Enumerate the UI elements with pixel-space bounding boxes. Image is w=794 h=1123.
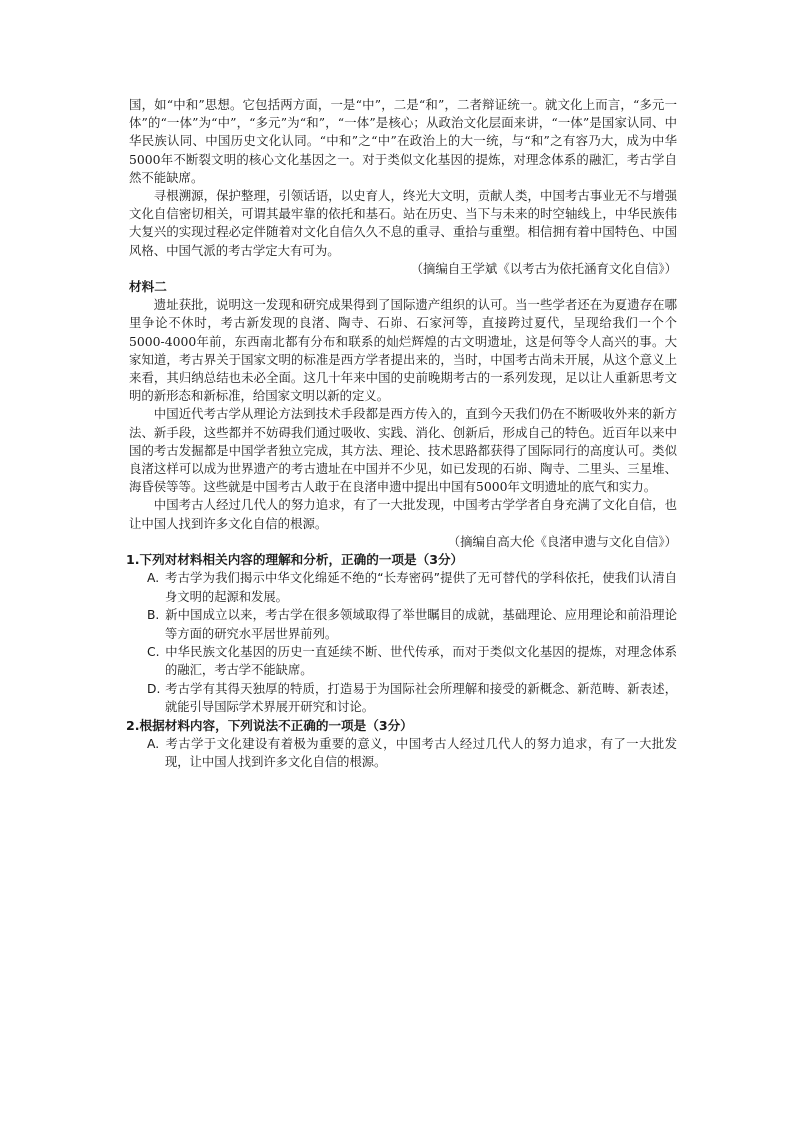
question-1-option-c	[147, 643, 677, 680]
option-text: 考古学为我们揭示中华文化绵延不绝的“长寿密码”提供了无可替代的学科依托，使我们认清自身文明的起源和发展。	[165, 571, 677, 604]
document-page	[126, 96, 677, 772]
passage1-paragraph-1: 国，如“中和”思想。它包括两方面，一是“中”，二是“和”，二者辩证统一。就文化上而言，“多元一体”的“一体”为“中”，“多元”为“和”，“一体”是核心；从政治文化层面来讲，“一体”是国家认同、中华民族认同、中国历史文化认同。“中和”之“中”在政治上的大一统，与“和”之有容乃大，成为中华5000年不断裂文明的核心文化基因之一。对于类似文化基因的提炼，对理念体系的融汇，考古学自然不能缺席。	[129, 97, 677, 185]
question-1-option-d	[147, 680, 677, 717]
option-text: 中华民族文化基因的历史一直延续不断、世代传承，而对于类似文化基因的提炼，对理念体系的融汇，考古学不能缺席。	[165, 644, 677, 678]
passage2-paragraph-2: 中国近代考古学从理论方法到技术手段都是西方传入的，直到今天我们仍在不断吸收外来的新方法、新手段，这些都并不妨碍我们通过吸收、实践、消化、创新后，形成自己的特色。近百年以来中国的考古发掘都是中国学者独立完成，其方法、理论、技术思路都获得了国际同行的高度认可。类似良渚这样可以成为世界遗产的考古遗址在中国并不少见，如已发现的石峁、陶寺、二里头、三星堆、海昏侯等等。这些就是中国考古人敢于在良渚申遗中提出中国有5000年文明遗址的底气和实力。	[129, 406, 677, 495]
question-2-stem: 2.根据材料内容，下列说法不正确的一项是（3分）	[126, 717, 413, 733]
question-1-stem: 1.下列对材料相关内容的理解和分析，正确的一项是（3分）	[126, 552, 464, 568]
option-letter: A.	[147, 571, 160, 586]
question-1-option-b	[147, 606, 677, 643]
option-text: 考古学有其得天独厚的特质，打造易于为国际社会所理解和接受的新概念、新范畴、新表述，就能引导国际学术界展开研究和讨论。	[165, 681, 677, 715]
option-letter: B.	[147, 608, 160, 623]
question-2-option-a	[147, 735, 677, 772]
option-text: 考古学于文化建设有着极为重要的意义，中国考古人经过几代人的努力追求，有了一大批发现，让中国人找到许多文化自信的根源。	[165, 736, 677, 770]
passage1-source: （摘编自王学斌《以考古为依托涵育文化自信》）	[410, 260, 677, 276]
passage1-paragraph-2: 寻根溯源，保护整理，引领话语，以史育人，终光大文明，贡献人类，中国考古事业无不与增强文化自信密切相关，可谓其最牢靠的依托和基石。站在历史、当下与未来的时空轴线上，中华民族伟大复兴的实现过程必定伴随着对文化自信久久不息的重寻、重拾与重塑。相信拥有着中国特色、中国风格、中国气派的考古学定大有可为。	[129, 188, 677, 258]
passage2-heading: 材料二	[129, 279, 167, 295]
option-letter: C.	[147, 644, 160, 659]
passage2-paragraph-3: 中国考古人经过几代人的努力追求，有了一大批发现，中国考古学学者自身充满了文化自信，也让中国人找到许多文化自信的根源。	[129, 497, 677, 531]
question-1-option-a	[147, 569, 677, 606]
option-text: 新中国成立以来，考古学在很多领域取得了举世瞩目的成就，基础理论、应用理论和前沿理论等方面的研究水平居世界前列。	[165, 608, 677, 641]
passage2-paragraph-1: 遗址获批，说明这一发现和研究成果得到了国际遗产组织的认可。当一些学者还在为夏遗存在哪里争论不休时，考古新发现的良渚、陶寺、石峁、石家河等，直接跨过夏代，呈现给我们一个个5000-4000年前，东西南北都有分布和联系的灿烂辉煌的古文明遗址，这是何等令人高兴的事。大家知道，考古界关于国家文明的标准是西方学者提出来的，当时，中国考古尚未开展，从这个意义上来看，其归纳总结也未必全面。这几十年来中国的史前晚期考古的一系列发现，足以让人重新思考文明的新形态和新标准，给国家文明以新的定义。	[129, 297, 677, 404]
passage2-source: （摘编自高大伦《良渚申遗与文化自信》）	[447, 533, 677, 549]
option-letter: D.	[147, 681, 161, 696]
option-letter: A.	[147, 736, 160, 751]
